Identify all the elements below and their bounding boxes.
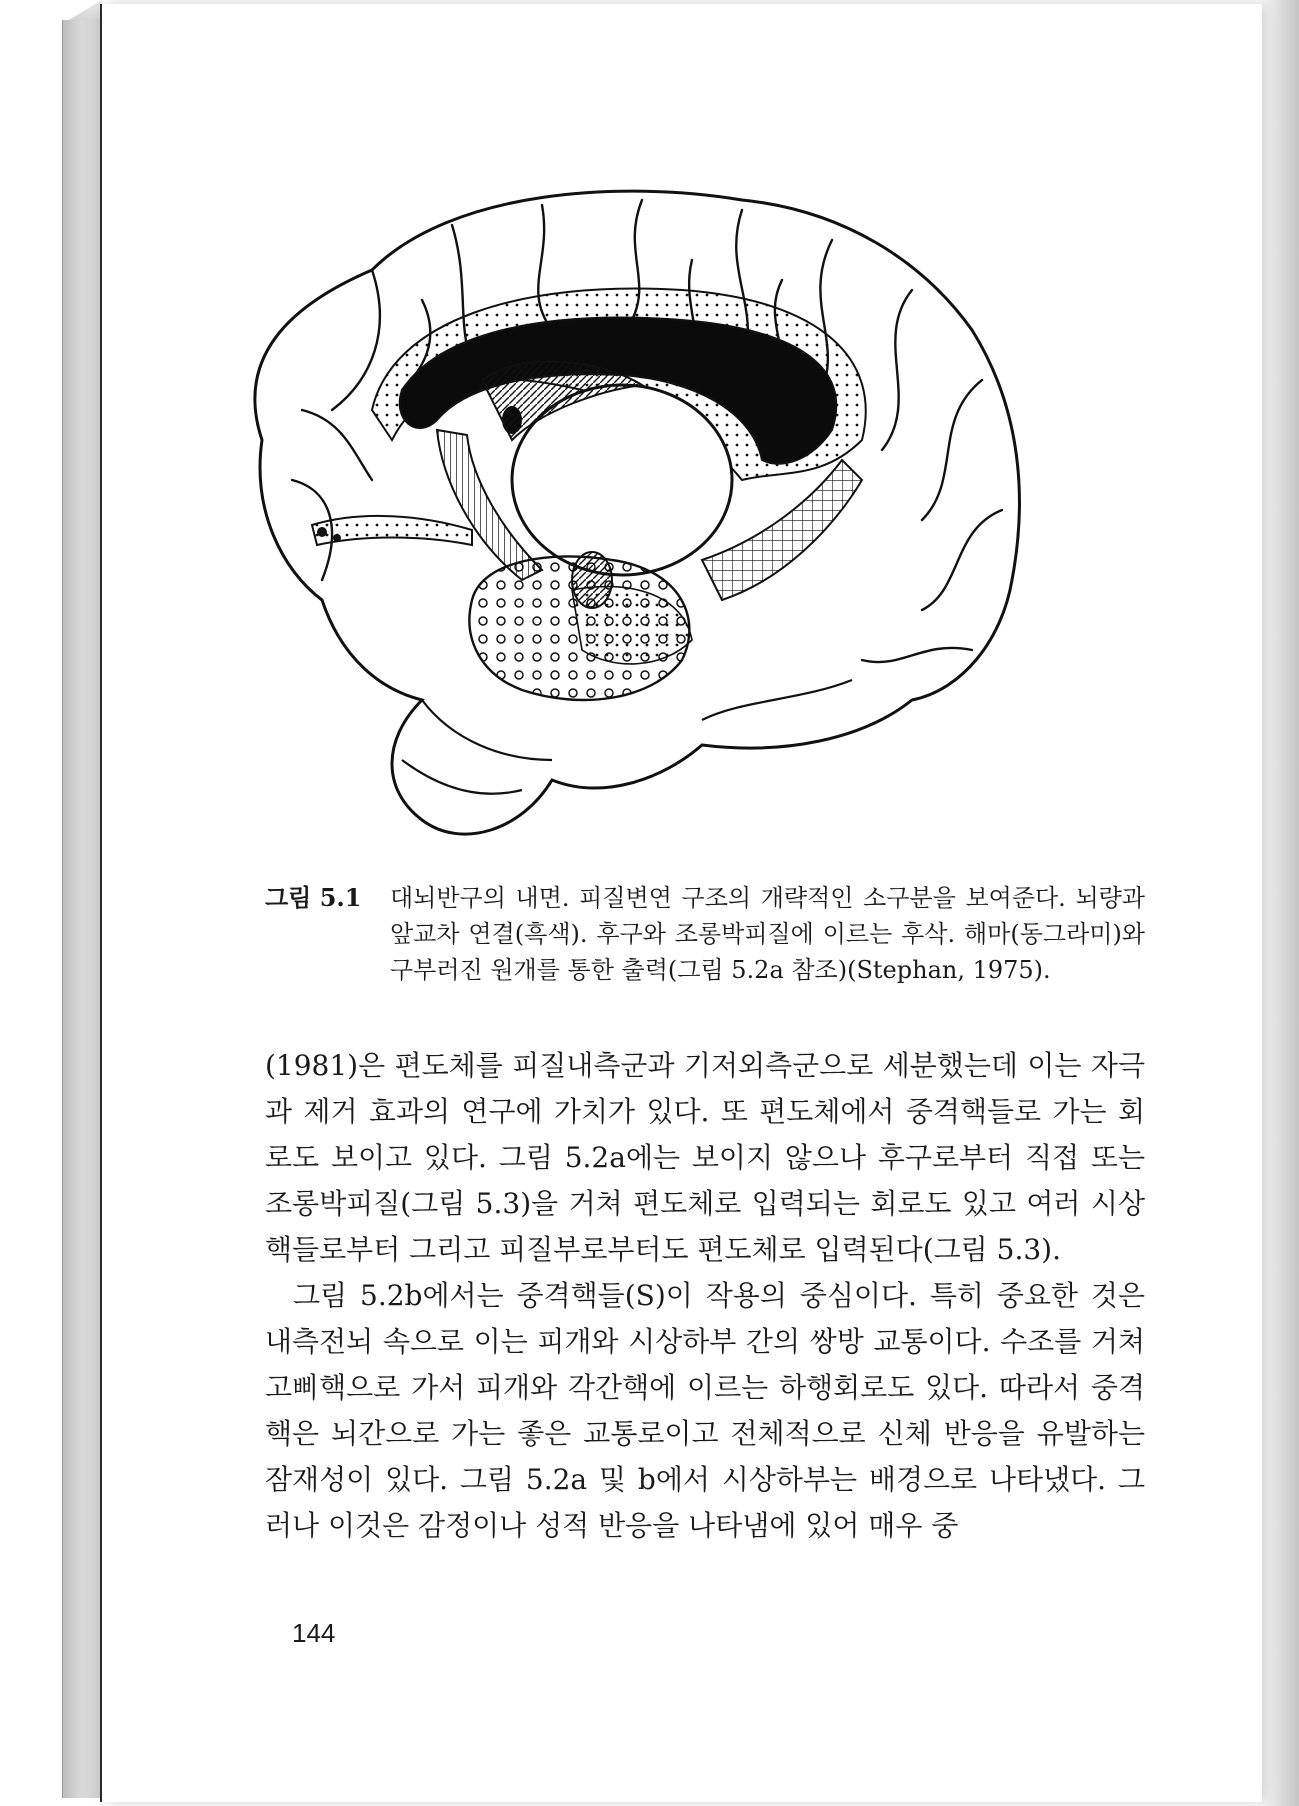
paragraph: 그림 5.2b에서는 중격핵들(S)이 작용의 중심이다. 특히 중요한 것은 내측전뇌 속으로 이는 피개와 시상하부 간의 쌍방 교통이다. 수조를 거쳐 고삐핵으로 가서 피개와 각간핵에 이르는 하행회로도 있다. 따라서 중격핵은 뇌간으로 가는 좋은 교통로이고 전체적으로 신체 반응을 유발하는 잠재성이 있다. 그림 5.2a 및 b에서 시상하부는 배경으로 나타냈다. 그러나 이것은 감정이나 성적 반응을 나타냄에 있어 매우 중 <box>265 1279 1145 1542</box>
body-text <box>265 1043 1145 1549</box>
paragraph: (1981)은 편도체를 피질내측군과 기저외측군으로 세분했는데 이는 자극과 제거 효과의 연구에 가치가 있다. 또 편도체에서 중격핵들로 가는 회로도 보이고 있다. 그림 5.2a에는 보이지 않으나 후구로부터 직접 또는 조롱박피질(그림 5.3)을 거쳐 편도체로 입력되는 회로도 있고 여러 시상핵들로부터 그리고 피질부로부터도 편도체로 입력된다(그림 5.3). <box>265 1049 1145 1266</box>
figure-caption-text: 대뇌반구의 내면. 피질변연 구조의 개략적인 소구분을 보여준다. 뇌량과 앞교차 연결(흑색). 후구와 조롱박피질에 이르는 후삭. 해마(동그라미)와 구부러진 원개를 통한 출력(그림 5.2a 참조)(Stephan, 1975). <box>390 884 1145 984</box>
book-spine <box>62 20 103 1798</box>
page-edge-shadow <box>1259 0 1299 1806</box>
brain-medial-section-figure <box>222 180 1022 860</box>
page-number: 144 <box>292 1618 336 1648</box>
figure-label: 그림 5.1 <box>265 883 362 912</box>
